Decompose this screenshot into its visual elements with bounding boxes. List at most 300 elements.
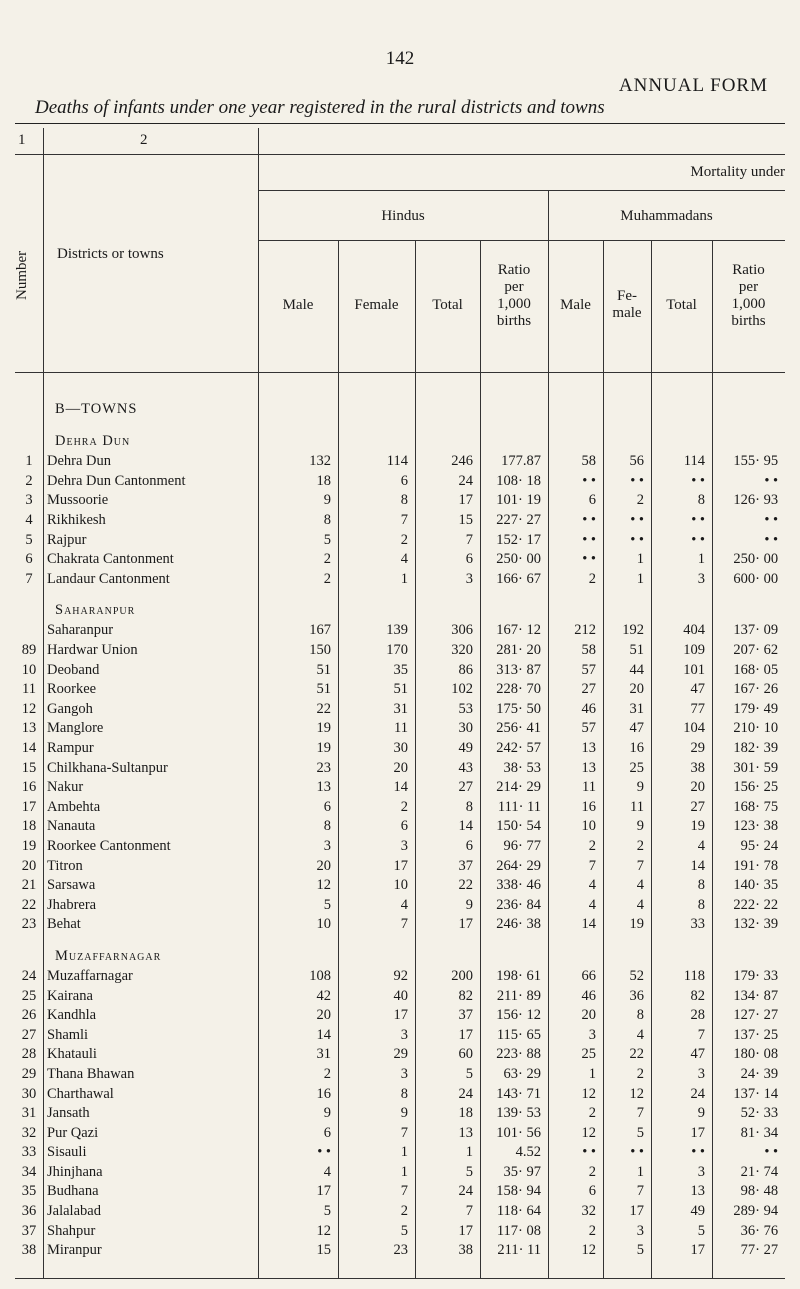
muslim-total-cell: 27 bbox=[690, 798, 705, 815]
muslim-female-cell: 12 bbox=[629, 1085, 644, 1102]
muslim-total-cell: 17 bbox=[690, 1124, 705, 1141]
column-number-row bbox=[15, 128, 785, 154]
hindu-total-cell: 37 bbox=[458, 1007, 473, 1024]
hindu-total-cell: 24 bbox=[458, 1183, 473, 1200]
muslim-male-cell: • • bbox=[582, 531, 596, 548]
row-number-cell: 38 bbox=[21, 1242, 37, 1259]
top-rule bbox=[15, 123, 785, 124]
hindu-male-cell: 12 bbox=[316, 1222, 331, 1239]
muslim-male-cell: 1 bbox=[588, 1065, 596, 1082]
section-header-row bbox=[15, 589, 785, 621]
row-number-cell: 37 bbox=[21, 1222, 37, 1239]
table-row bbox=[15, 621, 785, 641]
hindu-female-cell: 20 bbox=[393, 759, 408, 776]
hindu-total-cell: 30 bbox=[458, 720, 473, 737]
hindu-ratio-cell: 117· 08 bbox=[496, 1222, 541, 1239]
table-row bbox=[15, 660, 785, 680]
muslim-total-cell: 4 bbox=[697, 837, 705, 854]
district-name-cell: Ambehta bbox=[47, 798, 101, 815]
section-title: Dehra Dun bbox=[55, 433, 131, 449]
district-name-cell: Shamli bbox=[47, 1026, 89, 1043]
hindu-ratio-cell: 177.87 bbox=[501, 453, 541, 470]
hindu-female-cell: 8 bbox=[400, 1085, 408, 1102]
row-number-cell: 30 bbox=[21, 1085, 37, 1102]
muslim-male-cell: 16 bbox=[581, 798, 596, 815]
district-name-cell: Manglore bbox=[47, 720, 104, 737]
muslim-female-cell: 1 bbox=[636, 570, 644, 587]
muslim-total-cell: 20 bbox=[690, 779, 705, 796]
muslim-total-cell: 109 bbox=[683, 642, 705, 659]
hindu-female-cell: 170 bbox=[386, 642, 408, 659]
hindu-ratio-cell: 152· 17 bbox=[496, 531, 541, 548]
hindu-total-cell: 3 bbox=[465, 570, 473, 587]
muslim-ratio-cell: 179· 33 bbox=[733, 967, 779, 984]
muslim-ratio-cell: • • bbox=[764, 1144, 779, 1161]
row-number-cell: 12 bbox=[21, 700, 37, 717]
muslim-ratio-cell: 36· 76 bbox=[740, 1222, 779, 1239]
muslim-female-cell: 4 bbox=[636, 1026, 644, 1043]
section-title: B—TOWNS bbox=[55, 401, 138, 417]
hindu-total-cell: 320 bbox=[451, 642, 473, 659]
table-row bbox=[15, 895, 785, 915]
muslim-ratio-cell: 168· 05 bbox=[733, 661, 779, 678]
hindu-total-cell: 102 bbox=[451, 681, 473, 698]
district-name-cell: Thana Bhawan bbox=[47, 1065, 135, 1082]
district-name-cell: Mussoorie bbox=[47, 492, 109, 509]
header-muhammadans: Muhammadans bbox=[620, 208, 713, 224]
hindu-female-cell: 17 bbox=[393, 857, 408, 874]
muslim-ratio-cell: 222· 22 bbox=[733, 896, 779, 913]
row-number-cell: 19 bbox=[21, 837, 37, 854]
hindu-ratio-cell: 101· 56 bbox=[496, 1124, 541, 1141]
district-name-cell: Khatauli bbox=[47, 1046, 97, 1063]
hindu-ratio-cell: 223· 88 bbox=[496, 1046, 541, 1063]
hindu-female-cell: 35 bbox=[393, 661, 408, 678]
muslim-male-cell: 66 bbox=[581, 967, 596, 984]
muslim-female-cell: 2 bbox=[636, 492, 644, 509]
hindu-male-cell: 2 bbox=[323, 1065, 331, 1082]
page-number: 142 bbox=[385, 48, 415, 69]
hindu-ratio-cell: 38· 53 bbox=[503, 759, 541, 776]
district-name-cell: Miranpur bbox=[47, 1242, 102, 1259]
muslim-female-cell: 2 bbox=[636, 1065, 644, 1082]
hindu-male-cell: 20 bbox=[316, 1007, 331, 1024]
hindu-ratio-cell: 256· 41 bbox=[496, 720, 541, 737]
hindu-female-cell: 6 bbox=[400, 818, 408, 835]
table-row bbox=[15, 491, 785, 511]
district-name-cell: Rajpur bbox=[47, 531, 87, 548]
table-row bbox=[15, 915, 785, 935]
hindu-female-cell: 11 bbox=[394, 720, 408, 737]
hindu-ratio-cell: 63· 29 bbox=[503, 1065, 541, 1082]
hindu-total-cell: 27 bbox=[458, 779, 473, 796]
hindu-ratio-cell: 246· 38 bbox=[496, 916, 541, 933]
district-name-cell: Pur Qazi bbox=[47, 1124, 99, 1141]
hindu-ratio-cell: 166· 67 bbox=[496, 570, 541, 587]
muslim-total-cell: 82 bbox=[690, 987, 705, 1004]
row-number-cell: 1 bbox=[25, 453, 33, 470]
district-name-cell: Rampur bbox=[47, 740, 94, 757]
row-number-cell: 16 bbox=[21, 779, 37, 796]
hindu-female-cell: 14 bbox=[393, 779, 408, 796]
section-title: Saharanpur bbox=[55, 602, 136, 619]
hindu-ratio-cell: 228· 70 bbox=[496, 681, 541, 698]
hindu-male-cell: 2 bbox=[323, 570, 331, 587]
hindu-ratio-cell: 156· 12 bbox=[496, 1007, 541, 1024]
hindu-total-cell: 22 bbox=[458, 877, 473, 894]
hindu-total-cell: 14 bbox=[458, 818, 473, 835]
table-row bbox=[15, 472, 785, 492]
hindu-ratio-cell: 167· 12 bbox=[496, 622, 541, 639]
table-row bbox=[15, 550, 785, 570]
table-row bbox=[15, 856, 785, 876]
muslim-female-cell: 51 bbox=[629, 642, 644, 659]
hindu-total-cell: 24 bbox=[458, 1085, 473, 1102]
column-number-2: 2 bbox=[140, 132, 148, 148]
row-number-cell: 89 bbox=[21, 642, 37, 659]
hindu-ratio-cell: 281· 20 bbox=[496, 642, 541, 659]
table-row bbox=[15, 1182, 785, 1202]
row-number-cell: 35 bbox=[21, 1183, 37, 1200]
muslim-male-cell: 58 bbox=[581, 453, 596, 470]
muslim-male-cell: 11 bbox=[582, 779, 596, 796]
muslim-male-cell: 20 bbox=[581, 1007, 596, 1024]
muslim-ratio-cell: 140· 35 bbox=[733, 877, 779, 894]
district-name-cell: Hardwar Union bbox=[47, 642, 138, 659]
district-name-cell: Saharanpur bbox=[47, 622, 114, 639]
hindu-ratio-cell: 198· 61 bbox=[496, 967, 541, 984]
table-row bbox=[15, 1143, 785, 1163]
muslim-male-cell: 2 bbox=[588, 1222, 596, 1239]
muslim-male-cell: 2 bbox=[588, 837, 596, 854]
muslim-ratio-cell: 289· 94 bbox=[733, 1203, 779, 1220]
hindu-female-cell: 9 bbox=[400, 1105, 408, 1122]
muslim-ratio-cell: 180· 08 bbox=[733, 1046, 779, 1063]
hindu-female-cell: 7 bbox=[400, 1183, 408, 1200]
hindu-male-cell: 12 bbox=[316, 877, 331, 894]
muslim-female-cell: 4 bbox=[636, 877, 644, 894]
hindu-total-cell: 5 bbox=[465, 1065, 473, 1082]
muslim-male-cell: • • bbox=[582, 551, 596, 568]
muslim-male-cell: 12 bbox=[581, 1242, 596, 1259]
muslim-male-cell: 7 bbox=[588, 857, 596, 874]
hindu-total-cell: 43 bbox=[458, 759, 473, 776]
district-name-cell: Kandhla bbox=[47, 1007, 97, 1024]
row-number-cell: 6 bbox=[25, 551, 33, 568]
row-number-cell: 22 bbox=[21, 896, 37, 913]
muslim-female-cell: 2 bbox=[636, 837, 644, 854]
muslim-ratio-cell: 207· 62 bbox=[733, 642, 779, 659]
muslim-male-cell: 2 bbox=[588, 1105, 596, 1122]
muslim-female-cell: 56 bbox=[629, 453, 644, 470]
muslim-total-cell: 29 bbox=[690, 740, 705, 757]
table-row bbox=[15, 967, 785, 987]
district-name-cell: Muzaffarnagar bbox=[47, 967, 133, 984]
table-row bbox=[15, 570, 785, 590]
row-number-cell: 31 bbox=[21, 1105, 37, 1122]
table-row bbox=[15, 1084, 785, 1104]
district-name-cell: Dehra Dun Cantonment bbox=[47, 472, 186, 489]
hindu-male-cell: 42 bbox=[316, 987, 331, 1004]
hindu-total-cell: 17 bbox=[458, 1026, 473, 1043]
muslim-total-cell: 3 bbox=[697, 1163, 705, 1180]
table-row bbox=[15, 1104, 785, 1124]
header-m-female: Fe- male bbox=[612, 288, 642, 321]
header-m-total: Total bbox=[666, 297, 697, 313]
table-body bbox=[15, 388, 785, 1261]
table-row bbox=[15, 876, 785, 896]
muslim-ratio-cell: 155· 95 bbox=[733, 453, 779, 470]
hindu-male-cell: 23 bbox=[316, 759, 331, 776]
muslim-total-cell: 8 bbox=[697, 877, 705, 894]
hindu-total-cell: 9 bbox=[465, 896, 473, 913]
hindu-male-cell: 150 bbox=[309, 642, 331, 659]
row-number-cell: 21 bbox=[21, 877, 37, 894]
hindu-female-cell: 1 bbox=[400, 1144, 408, 1161]
row-number-cell: 18 bbox=[21, 818, 37, 835]
hindu-male-cell: 31 bbox=[316, 1046, 331, 1063]
hindu-male-cell: 14 bbox=[316, 1026, 331, 1043]
district-name-cell: Jalalabad bbox=[47, 1203, 101, 1220]
muslim-total-cell: 38 bbox=[690, 759, 705, 776]
row-number-cell: 14 bbox=[21, 740, 37, 757]
muslim-female-cell: • • bbox=[630, 1144, 644, 1161]
muslim-female-cell: 7 bbox=[636, 1183, 644, 1200]
row-number-cell: 34 bbox=[21, 1163, 37, 1180]
hindu-total-cell: 60 bbox=[458, 1046, 473, 1063]
hindu-female-cell: 2 bbox=[400, 1203, 408, 1220]
table-row bbox=[15, 986, 785, 1006]
hindu-ratio-cell: 108· 18 bbox=[496, 472, 541, 489]
muslim-total-cell: • • bbox=[691, 472, 705, 489]
muslim-total-cell: 1 bbox=[697, 551, 705, 568]
hindu-female-cell: 31 bbox=[393, 700, 408, 717]
muslim-male-cell: 12 bbox=[581, 1124, 596, 1141]
mortality-table bbox=[15, 388, 785, 1261]
hindu-male-cell: 19 bbox=[316, 720, 331, 737]
hindu-female-cell: 114 bbox=[386, 453, 408, 470]
table-row bbox=[15, 739, 785, 759]
muslim-male-cell: 212 bbox=[574, 622, 596, 639]
row-number-cell: 23 bbox=[21, 916, 37, 933]
row-number-cell: 36 bbox=[21, 1203, 37, 1220]
muslim-total-cell: 13 bbox=[690, 1183, 705, 1200]
row-number-cell: 28 bbox=[21, 1046, 37, 1063]
header-districts: Districts or towns bbox=[57, 246, 164, 262]
district-name-cell: Kairana bbox=[47, 987, 93, 1004]
hindu-male-cell: 167 bbox=[309, 622, 331, 639]
header-m-ratio: Ratio per 1,000 births bbox=[731, 262, 766, 329]
hindu-female-cell: 1 bbox=[400, 570, 408, 587]
table-row bbox=[15, 758, 785, 778]
hindu-male-cell: 5 bbox=[323, 1203, 331, 1220]
row-number-cell: 13 bbox=[21, 720, 37, 737]
hindu-total-cell: 53 bbox=[458, 700, 473, 717]
hindu-total-cell: 15 bbox=[458, 512, 473, 529]
hindu-total-cell: 82 bbox=[458, 987, 473, 1004]
hindu-female-cell: 10 bbox=[393, 877, 408, 894]
table-row bbox=[15, 837, 785, 857]
muslim-total-cell: 5 bbox=[697, 1222, 705, 1239]
muslim-female-cell: 11 bbox=[630, 798, 644, 815]
hindu-male-cell: 10 bbox=[316, 916, 331, 933]
district-name-cell: Sarsawa bbox=[47, 877, 96, 894]
hindu-male-cell: 51 bbox=[316, 661, 331, 678]
header-h-ratio: Ratio per 1,000 births bbox=[496, 262, 532, 329]
row-number-cell: 17 bbox=[21, 798, 37, 815]
table-row bbox=[15, 1123, 785, 1143]
muslim-ratio-cell: 167· 26 bbox=[733, 681, 779, 698]
muslim-total-cell: 7 bbox=[697, 1026, 705, 1043]
muslim-female-cell: 17 bbox=[629, 1203, 644, 1220]
hindu-male-cell: 6 bbox=[323, 1124, 331, 1141]
hindu-total-cell: 306 bbox=[451, 622, 473, 639]
table-row bbox=[15, 530, 785, 550]
muslim-female-cell: 9 bbox=[636, 779, 644, 796]
muslim-total-cell: 3 bbox=[697, 1065, 705, 1082]
hindu-total-cell: 17 bbox=[458, 916, 473, 933]
section-header-row bbox=[15, 388, 785, 420]
district-name-cell: Nakur bbox=[47, 779, 84, 796]
muslim-ratio-cell: 182· 39 bbox=[733, 740, 779, 757]
hindu-ratio-cell: 115· 65 bbox=[496, 1026, 541, 1043]
muslim-ratio-cell: • • bbox=[764, 512, 779, 529]
muslim-female-cell: 3 bbox=[636, 1222, 644, 1239]
table-row bbox=[15, 817, 785, 837]
muslim-ratio-cell: 137· 25 bbox=[733, 1026, 779, 1043]
hindu-ratio-cell: 250· 00 bbox=[496, 551, 541, 568]
hindu-male-cell: 8 bbox=[323, 818, 331, 835]
muslim-ratio-cell: 191· 78 bbox=[733, 857, 779, 874]
hindu-male-cell: 20 bbox=[316, 857, 331, 874]
hindu-total-cell: 49 bbox=[458, 740, 473, 757]
muslim-ratio-cell: 21· 74 bbox=[740, 1163, 779, 1180]
muslim-male-cell: 3 bbox=[588, 1026, 596, 1043]
district-name-cell: Shahpur bbox=[47, 1222, 96, 1239]
hindu-ratio-cell: 264· 29 bbox=[496, 857, 541, 874]
district-name-cell: Rikhikesh bbox=[47, 512, 106, 529]
muslim-male-cell: • • bbox=[582, 1144, 596, 1161]
row-number-cell: 25 bbox=[21, 987, 37, 1004]
hindu-male-cell: 51 bbox=[316, 681, 331, 698]
district-name-cell: Landaur Cantonment bbox=[47, 570, 170, 587]
district-name-cell: Chakrata Cantonment bbox=[47, 551, 174, 568]
muslim-ratio-cell: 123· 38 bbox=[733, 818, 779, 835]
hindu-male-cell: 4 bbox=[323, 1163, 331, 1180]
hindu-female-cell: 4 bbox=[400, 896, 408, 913]
muslim-ratio-cell: 137· 14 bbox=[733, 1085, 779, 1102]
muslim-total-cell: 3 bbox=[697, 570, 705, 587]
hindu-total-cell: 8 bbox=[465, 798, 473, 815]
header-mortality: Mortality under bbox=[690, 164, 785, 180]
muslim-total-cell: 114 bbox=[683, 453, 705, 470]
header-number: Number bbox=[14, 250, 30, 300]
hindu-ratio-cell: 313· 87 bbox=[496, 661, 541, 678]
hindu-female-cell: 6 bbox=[400, 472, 408, 489]
hindu-female-cell: 8 bbox=[400, 492, 408, 509]
muslim-female-cell: 4 bbox=[636, 896, 644, 913]
muslim-ratio-cell: 301· 59 bbox=[733, 759, 779, 776]
muslim-female-cell: 7 bbox=[636, 857, 644, 874]
muslim-female-cell: 7 bbox=[636, 1105, 644, 1122]
district-name-cell: Roorkee bbox=[47, 681, 97, 698]
muslim-ratio-cell: • • bbox=[764, 531, 779, 548]
hindu-female-cell: 139 bbox=[386, 622, 408, 639]
muslim-female-cell: 8 bbox=[636, 1007, 644, 1024]
hindu-female-cell: 40 bbox=[393, 987, 408, 1004]
district-name-cell: Jansath bbox=[47, 1105, 90, 1122]
muslim-total-cell: 49 bbox=[690, 1203, 705, 1220]
table-row bbox=[15, 511, 785, 531]
hindu-total-cell: 38 bbox=[458, 1242, 473, 1259]
hindu-male-cell: 3 bbox=[323, 837, 331, 854]
muslim-total-cell: 24 bbox=[690, 1085, 705, 1102]
muslim-total-cell: 9 bbox=[697, 1105, 705, 1122]
muslim-female-cell: 1 bbox=[636, 551, 644, 568]
hindu-ratio-cell: 211· 89 bbox=[496, 987, 541, 1004]
table-row bbox=[15, 719, 785, 739]
muslim-ratio-cell: 210· 10 bbox=[733, 720, 779, 737]
row-number-cell: 7 bbox=[25, 570, 33, 587]
hindu-female-cell: 4 bbox=[400, 551, 408, 568]
district-name-cell: Budhana bbox=[47, 1183, 99, 1200]
muslim-total-cell: 118 bbox=[683, 967, 705, 984]
district-name-cell: Behat bbox=[47, 916, 81, 933]
row-number-cell: 24 bbox=[21, 967, 37, 984]
muslim-ratio-cell: • • bbox=[764, 472, 779, 489]
hindu-male-cell: 9 bbox=[323, 492, 331, 509]
district-name-cell: Chilkhana-Sultanpur bbox=[47, 759, 168, 776]
hindu-male-cell: 22 bbox=[316, 700, 331, 717]
muslim-female-cell: 44 bbox=[629, 661, 644, 678]
muslim-male-cell: 4 bbox=[588, 896, 596, 913]
header-rule-mortality bbox=[258, 190, 785, 191]
muslim-female-cell: 31 bbox=[629, 700, 644, 717]
table-row bbox=[15, 452, 785, 472]
table-row bbox=[15, 1006, 785, 1026]
hindu-male-cell: 17 bbox=[316, 1183, 331, 1200]
muslim-female-cell: 47 bbox=[629, 720, 644, 737]
muslim-female-cell: 5 bbox=[636, 1124, 644, 1141]
hindu-total-cell: 17 bbox=[458, 1222, 473, 1239]
muslim-female-cell: 22 bbox=[629, 1046, 644, 1063]
hindu-total-cell: 7 bbox=[465, 531, 473, 548]
muslim-female-cell: • • bbox=[630, 531, 644, 548]
muslim-male-cell: 58 bbox=[581, 642, 596, 659]
muslim-male-cell: • • bbox=[582, 512, 596, 529]
section-header-row bbox=[15, 935, 785, 967]
muslim-ratio-cell: 52· 33 bbox=[740, 1105, 779, 1122]
muslim-female-cell: • • bbox=[630, 472, 644, 489]
hindu-ratio-cell: 4.52 bbox=[515, 1144, 541, 1161]
muslim-total-cell: 17 bbox=[690, 1242, 705, 1259]
hindu-ratio-cell: 242· 57 bbox=[496, 740, 541, 757]
muslim-ratio-cell: 126· 93 bbox=[733, 492, 779, 509]
hindu-male-cell: 15 bbox=[316, 1242, 331, 1259]
row-number-cell: 3 bbox=[25, 492, 33, 509]
header-rule-top bbox=[15, 154, 785, 155]
table-subtitle: Deaths of infants under one year registered in the rural districts and towns bbox=[35, 97, 605, 118]
muslim-ratio-cell: 156· 25 bbox=[733, 779, 779, 796]
muslim-female-cell: 5 bbox=[636, 1242, 644, 1259]
hindu-ratio-cell: 227· 27 bbox=[496, 512, 541, 529]
header-h-female: Female bbox=[354, 297, 399, 313]
header-h-male: Male bbox=[282, 297, 314, 313]
muslim-ratio-cell: 98· 48 bbox=[740, 1183, 779, 1200]
hindu-ratio-cell: 118· 64 bbox=[496, 1203, 541, 1220]
muslim-ratio-cell: 132· 39 bbox=[733, 916, 779, 933]
hindu-ratio-cell: 35· 97 bbox=[503, 1163, 541, 1180]
